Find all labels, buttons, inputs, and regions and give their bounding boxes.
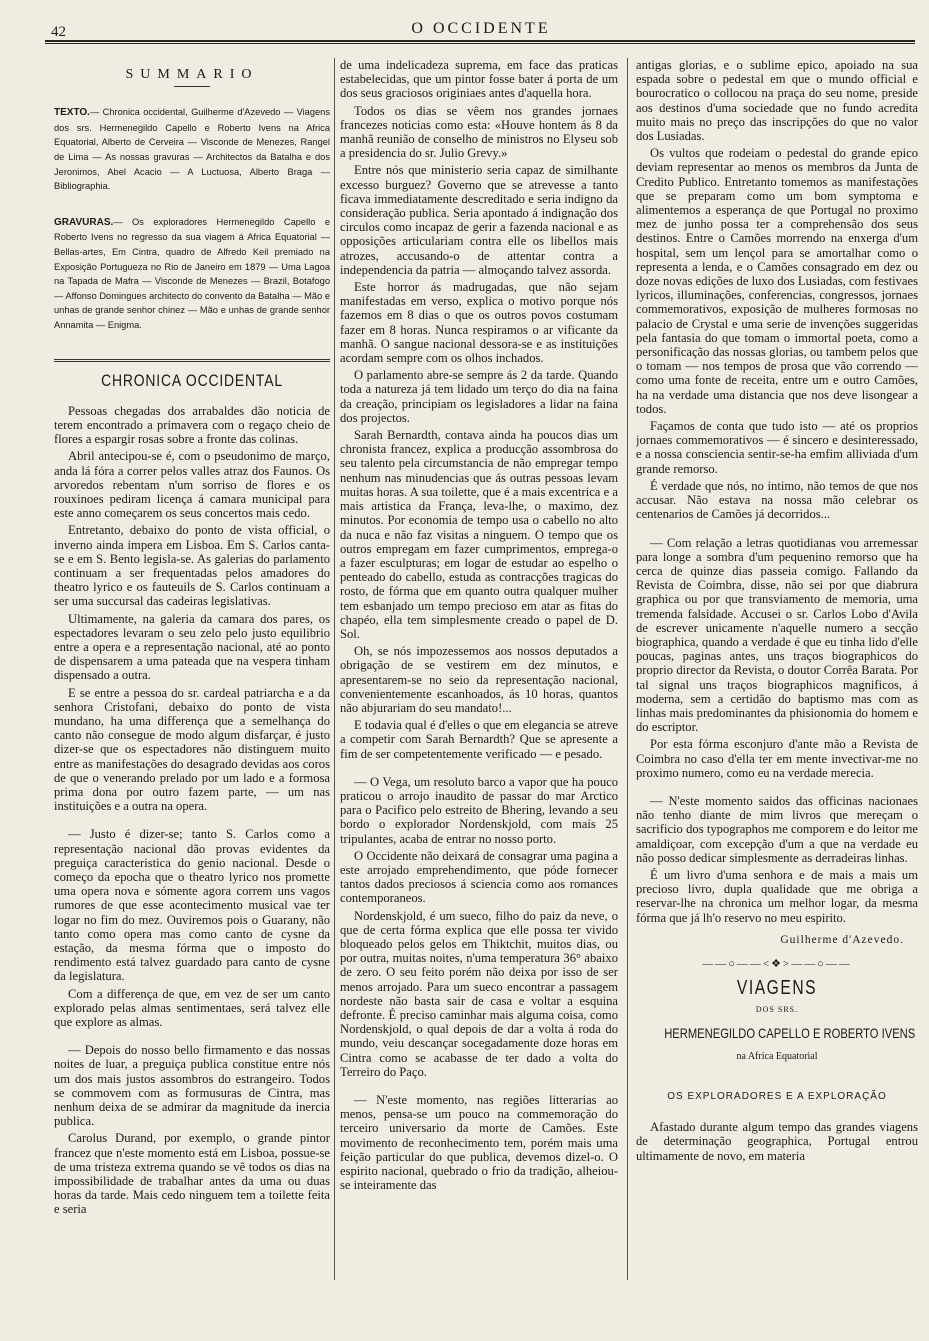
col3-paragraph: É verdade que nós, no intimo, não temos de que nos accusar. Não estava na nossa mão celebrar os centenarios de Camões já decorridos... [636, 478, 918, 522]
masthead-title: O OCCIDENTE [411, 20, 551, 37]
column-2 [340, 58, 618, 1280]
summary-gravuras [54, 215, 330, 333]
chronica-title: CHRONICA OCCIDENTAL [101, 370, 283, 390]
col3-paragraph: É um livro d'uma senhora e de mais a mais um precioso livro, dupla qualidade que me obriga a reservar-lhe na chronica um melhor logar, da mesma fórma que já lh'o reservo no meu espirito. [636, 867, 918, 925]
gravuras-label: GRAVURAS. [54, 216, 114, 228]
col2-paragraph: de uma indelicadeza suprema, em face das praticas estabelecidas, que um pintor fosse bater á porta de um dos seus graciosos originiaes antes d'aquella hora. [340, 58, 618, 101]
col2-paragraph: Oh, se nós impozessemos aos nossos deputados a obrigação de se vestirem em dez minutos, e apresentarem-se no seio da representação nacional, convenientemente escanhoados, ás 10 horas, quantos não abjurariam do seu mandato!... [340, 644, 618, 715]
section-title: OS EXPLORADORES E A EXPLORAÇÃO [667, 1091, 887, 1102]
col2-paragraph: Entre nós que ministerio seria capaz de similhante excesso burguez? Governo que se atrevesse a tanto ficava immediatamente descreditado e seria indigno da consideração publica. Seria apontado á indignação dos circulos como incapaz de gerir a fazenda nacional e as opposições articulariam contra elle os libellos mais atrozes, accusando-o de attentar contra a independencia da patria — almoçando talvez assorda. [340, 163, 618, 277]
col3-paragraph: — N'este momento saidos das officinas nacionaes não tenho diante de mim livros que mereçam o sacrificio dos typographos me comporem e do leitor me amaldiçoar, com excepção d'um a que na verdade eu não posso dedicar simplesmente as derradeiras linhas. [636, 793, 918, 865]
viagens-paragraph: Afastado durante algum tempo das grandes viagens de determinação geographica, Portugal entrou ultimamente de novo, em materia [636, 1120, 918, 1163]
col1-paragraph: E se entre a pessoa do sr. cardeal patriarcha e a da senhora Cristofani, debaixo do ponto de vista mundano, ha uma differença que a semelhança do canto não consegue de modo algum disfarçar, é justo dizer-se que os espectadores não distinguem muito entre as manifestações do desagrado devidas aos coros de que o venerando prelado por um lado e a formosa prima dona por outro fazem parte, — um nas instituições e a outra na opera. [54, 685, 330, 814]
column-1 [54, 58, 330, 1278]
col2-paragraph: Sarah Bernardth, contava ainda ha poucos dias um chronista francez, explica a producção assombrosa do seu talento pela circumstancia de não empregar tempo nenhum nas minudencias que ás outras pessoas levam muitas horas. A sua toilette, que é a mais excentrica e a mais artistica da França, leva-lhe, o maximo, dez minutos. Por economia de tempo usa o cabello no alto da nuca e não faz visitas a ninguem. O tempo que os outros empregam em fazer cumprimentos, emprega-o a fazer esculpturas; em logar de estudar ao espelho o penteado do cabello, estuda as contracções tragicas do rosto, de fórma que em quanto outra qualquer mulher tem esbanjado um tempo precioso em atar as fitas do chapéo, ella tem simplesmente creado o papel de D. Sol. [340, 428, 618, 641]
texto-body: — Chronica occidental, Guilherme d'Azevedo — Viagens dos srs. Hermenegildo Capello e Roberto Ivens na Africa Equatorial, Alberto de Cerveira — Visconde de Menezes, Rangel de Lima — As nossas gravuras — Architectos da Batalha e dos Jeronimos, Abel Acacio — A Luctuosa, Alberto Braga — Bibliographia. [54, 107, 330, 192]
header-rule [45, 40, 915, 42]
col2-paragraph: Nordenskjold, é um sueco, filho do paiz da neve, o que de certa fórma explica que elle possa ter vivido bloqueado pelos gelos em Thiktchit, muitos dias, ou por outra, muitas noites, n'uma temperatura 36° abaixo de zero. O seu feito porém não deixa por isso de ser menos arrojado. Para um sueco encontrar a passagem nordeste não basta sair de casa e voltar a esquina defronte. É preciso caminhar mais alguma coisa, como Nordenskjold, o qual depois de dar a volta á roda do mundo, veiu descançar socegadamente doze horas em Cintra como se acabasse de ter dado a volta do Terreiro do Paço. [340, 908, 618, 1079]
col3-paragraph: antigas glorias, e o sublime epico, apoiado na sua espada sobre o pedestal em que o mundo official e bourocratico o collocou na praça do seu nome, preside aos destinos d'uma sociedade que no fundo acredita muito mais no preço das inscripções do que no valor dos Lusiadas. [636, 58, 918, 144]
col3-paragraph: Façamos de conta que tudo isto — até os proprios jornaes commemorativos — é sincero e desinteressado, e a nossa consciencia sentir-se-ha emfim alliviada d'um grande remorso. [636, 419, 918, 476]
col1-paragraph: Ultimamente, na galeria da camara dos pares, os espectadores levaram o seu zelo pelo justo equilibrio entre a opera e a representação nacional, até ao ponto de dispensarem a uma pateada que na vespera tinham dispensado a outra. [54, 611, 330, 683]
column-3 [636, 58, 918, 1280]
texto-label: TEXTO. [54, 107, 90, 119]
col2-paragraph: — N'este momento, nas regiões litterarias ao menos, pensa-se um pouco na commemoração do terceiro universario da morte de Camões. Este movimento de reconhecimento tem, porém mais uma feição particular do que publica, devemos dizel-o. O espirito nacional, quebrado o frio da tradição, alheiou-se inteiramente das [340, 1093, 618, 1193]
viagens-region: na Africa Equatorial [736, 1050, 818, 1062]
viagens-title: VIAGENS [736, 977, 818, 1000]
page-header [45, 20, 917, 42]
col1-paragraph: Com a differença de que, em vez de ser um canto explorado pelas almas sentimentaes, será talvez elle que explore as almas. [54, 986, 330, 1030]
col3-paragraph: Por esta fórma esconjuro d'ante mão a Revista de Coimbra no caso d'ella ter em mente invectivar-me no proximo numero, como eu na verdade merecia. [636, 737, 918, 780]
column-divider [627, 58, 628, 1280]
column-divider [334, 58, 335, 1280]
viagens-names: HERMENEGILDO CAPELLO E ROBERTO IVENS [664, 1024, 916, 1041]
ornament-divider: ——○——<❖>——○—— [702, 957, 852, 970]
col2-paragraph: Todos os dias se vêem nos grandes jornaes francezes noticias como esta: «Houve hontem ás 8 da manhã reunião de conselho de ministros no Elyseu sob a presidencia do sr. Julio Grevy.» [340, 103, 618, 161]
col3-paragraph: Os vultos que rodeiam o pedestal do grande epico deviam representar ao menos os membros da Junta de Credito Publico. Entretanto tomemos as manifestações que se preparam como um bom symptoma e alimentemos a esperança de que Portugal no proximo mez de junho possa ter a comprehensão dos seus destinos. Entre o Camões morrendo na enxerga d'um hospital, sem um lençol para se amortalhar como o representa a lenda, e o Camões consagrado em dez ou doze novas edições de luxo dos Lusiadas, com festivaes lyricos, illuminações, conferencias, congressos, jornaes commemorativos, exposição de mulheres formosas no palacio de Crystal e uma serie de invenções suggeridas pela fantasia do que tomam o immortal poeta, como a personificação das nossas glorias, ou tambem pelos que o tomam — nos tempos de prosa que vão correndo — como uma fonte de receita, entre um e outro Camões, ha na verdade uma distancia que nos deve lisongear a todos. [636, 146, 918, 416]
summary-texto [54, 105, 330, 194]
header-rule-thin [45, 43, 915, 44]
summary-title: SUMMARIO [125, 67, 259, 82]
author-signature: Guilherme d'Azevedo. [780, 933, 904, 946]
viagens-dos: DOS SRS. [755, 1005, 799, 1015]
col1-paragraph: — Depois do nosso bello firmamento e das nossas noites de luar, a preguiça publica constitue entre nós um dos mais justos assombros do estrangeiro. Todos se commovem com as formusuras de Cintra, mas nenhum deixa de se admirar da magnitude da inercia publica. [54, 1043, 330, 1129]
col1-paragraph: — Justo é dizer-se; tanto S. Carlos como a representação nacional dão provas evidentes da preguiça caracteristica do genio nacional. Desde o começo da epocha que o theatro lyrico nos promette uma opera nova e sómente agora correm uns vagos rumores de que esse acontecimento musical vae ter logar no fim do mez. Ouviremos pois o Guarany, não tanto como opera mas como canto de cysne da estação, da mesma fórma que o imposto do rendimento está talvez guardado para canto de cysne da legislatura. [54, 827, 330, 984]
col1-paragraph: Pessoas chegadas dos arrabaldes dão noticia de terem encontrado a primavera com o regaço cheio de flores a espargir rosas sobre a fronte das colinas. [54, 403, 330, 447]
col2-paragraph: O parlamento abre-se sempre ás 2 da tarde. Quando toda a natureza já tem lidado um terço do dia na faina da creação, principiam os legisladores a lidar na faina dos projectos. [340, 368, 618, 425]
page-number: 42 [51, 24, 66, 40]
col1-paragraph: Entretanto, debaixo do ponto de vista official, o inverno ainda impera em Lisboa. Em S. Carlos canta-se e em S. Bento legisla-se. As galerias do parlamento continuam a ser frequentadas pelos amadores do theatro lyrico e os fauteuils de S. Carlos continuam a ser uma succursal das cadeiras legislativas. [54, 523, 330, 609]
col1-paragraph: Carolus Durand, por exemplo, o grande pintor francez que n'este momento está em Lisboa, possue-se de uma tristeza extrema quando se vê todos os dias na impossibilidade de trabalhar antes da uma ou duas horas da tarde. Mais cedo ninguem tem a toilette feita e seria [54, 1131, 330, 1217]
col2-paragraph: E todavia qual é d'elles o que em elegancia se atreve a competir com Sarah Bernardth? Que se apresente a fim de ser competentemente verificado — e pesado. [340, 718, 618, 761]
col2-paragraph: O Occidente não deixará de consagrar uma pagina a este arrojado emprehendimento, que póde fornecer tantos dados preciosos á sciencia como aos romances contemporaneos. [340, 848, 618, 906]
summary-rule [174, 86, 210, 87]
col1-paragraph: Abril antecipou-se é, com o pseudonimo de março, anda lá fóra a correr pelos valles atraz dos Faunos. Os arvoredos rebentam n'um sorriso de flores e os rouxinoes pediram licença á camara municipal para este anno começarem os seus concertos mais cedo. [54, 449, 330, 521]
col2-paragraph: — O Vega, um resoluto barco a vapor que ha pouco praticou o arrojo inaudito de passar do mar Arctico para o Pacifico pelo estreito de Bhering, levando a seu bordo o explorador Nordenskjold, com mais 25 tripulantes, acaba de entrar no nosso porto. [340, 774, 618, 846]
col2-paragraph: Este horror ás madrugadas, que não sejam manifestadas em verso, explica o motivo porque nós fazemos em 8 dias o que os outros povos costumam fazer em 8 horas. Nunca respiramos o ar vificante da manhã. O sangue nacional dessora-se e as instituições acordam sempre com os olhos inchados. [340, 280, 618, 366]
col3-paragraph: — Com relação a letras quotidianas vou arremessar para longe a sombra d'um pequenino remorso que ha cerca de quinze dias passeia comigo. Fallando da Revista de Coimbra, disse, não sei por que diabrura graphica ou por que transviamento de memoria, uma tremenda falsidade. Accusei o sr. Carlos Lobo d'Avila de escrever unicamente n'aquelle numero a secção biographica, quando a verdade é que eu tinha lido d'elle poucas, paginas antes, uns traços biographicos do proprio director da Revista, o doutor Corrêa Barata. Por tal signal uns traços biographicos magnificos, á moderna, sem a certidão do baptismo mas com as linhas mais predominantes da phisionomia do homem e do escriptor. [636, 535, 918, 735]
double-rule [54, 359, 330, 362]
gravuras-body: — Os exploradores Hermenegildo Capello e Roberto Ivens no regresso da sua viagem á Africa Equatorial — Bellas-artes, Em Cintra, quadro de Alfredo Keil premiado na Exposição Portugueza no Rio de Janeiro em 1879 — Uma Lagoa na Tapada de Mafra — Visconde de Menezes — Brazil, Botafogo — Affonso Domingues architecto do convento da Batalha — Mão e unhas de grande senhor chinez — Mão e unhas de grande senhor Annamita — Enigma. [54, 216, 330, 330]
